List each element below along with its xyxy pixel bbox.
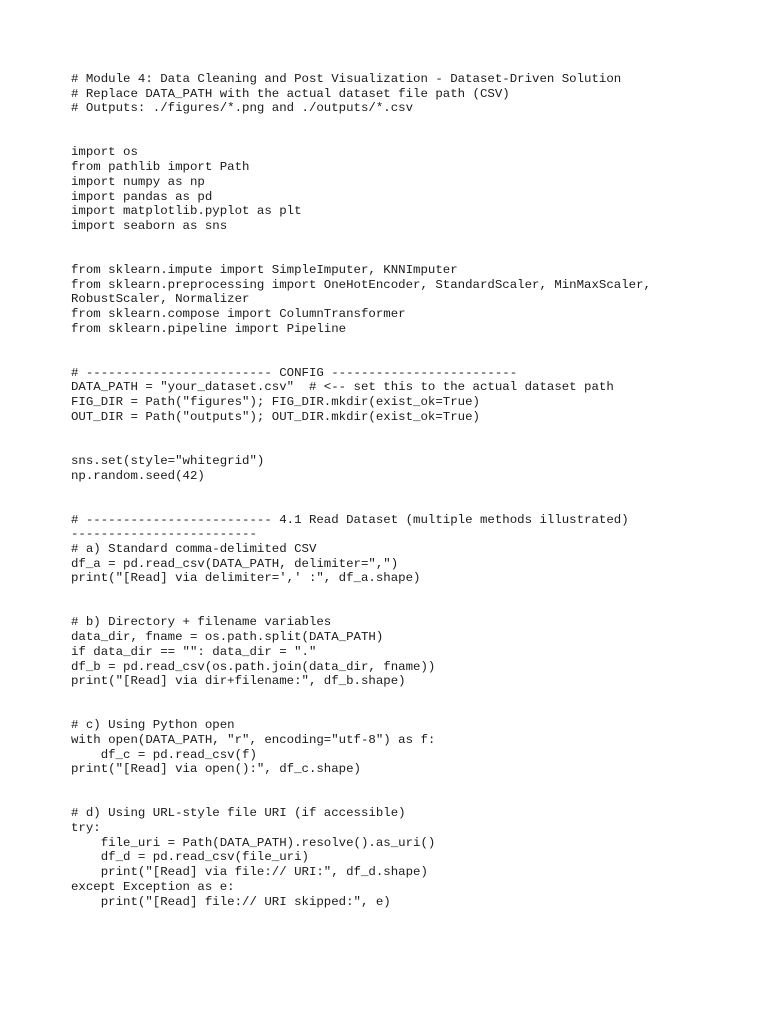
code-line: # Replace DATA_PATH with the actual dataset file path (CSV) [71,86,510,101]
code-line: df_a = pd.read_csv(DATA_PATH, delimiter=",") [71,556,399,571]
code-line: df_c = pd.read_csv(f) [71,747,257,762]
code-line: print("[Read] via delimiter=',' :", df_a.shape) [71,571,421,586]
code-line: import matplotlib.pyplot as plt [71,204,302,219]
code-line: # ------------------------- 4.1 Read Dataset (multiple methods illustrated) [71,512,629,527]
code-line: FIG_DIR = Path("figures"); FIG_DIR.mkdir(exist_ok=True) [71,395,480,410]
code-line [71,704,761,719]
code-line: df_b = pd.read_csv(os.path.join(data_dir, fname)) [71,659,436,674]
code-line: sns.set(style="whitegrid") [71,453,265,468]
code-line: from pathlib import Path [71,160,250,175]
code-listing [71,72,761,909]
code-line: import seaborn as sns [71,218,228,233]
code-line [71,234,761,249]
code-line: # ------------------------- CONFIG ------------------------- [71,365,518,380]
code-line: if data_dir == "": data_dir = "." [71,644,317,659]
code-line [71,116,761,131]
code-line: with open(DATA_PATH, "r", encoding="utf-8") as f: [71,732,436,747]
code-line: print("[Read] via file:// URI:", df_d.shape) [71,865,428,880]
code-line [71,351,761,366]
code-line: from sklearn.impute import SimpleImputer, KNNImputer [71,262,458,277]
code-line: ------------------------- [71,527,257,542]
code-line [71,131,761,146]
code-line: # b) Directory + filename variables [71,615,332,630]
code-line [71,248,761,263]
code-line: # d) Using URL-style file URI (if accessible) [71,806,406,821]
code-line [71,483,761,498]
code-line [71,689,761,704]
code-line [71,586,761,601]
code-line [71,601,761,616]
code-line: print("[Read] file:// URI skipped:", e) [71,894,391,909]
code-line: # Outputs: ./figures/*.png and ./outputs/*.csv [71,101,414,116]
code-line: df_d = pd.read_csv(file_uri) [71,850,309,865]
code-line [71,439,761,454]
code-line: from sklearn.pipeline import Pipeline [71,321,347,336]
code-line: OUT_DIR = Path("outputs"); OUT_DIR.mkdir(exist_ok=True) [71,409,480,424]
code-line [71,425,761,440]
code-line: import numpy as np [71,174,205,189]
code-line: try: [71,821,101,836]
code-line [71,336,761,351]
code-line [71,777,761,792]
code-line: print("[Read] via dir+filename:", df_b.shape) [71,674,406,689]
code-line: # c) Using Python open [71,718,235,733]
code-line: import pandas as pd [71,189,213,204]
code-line: from sklearn.preprocessing import OneHotEncoder, StandardScaler, MinMaxScaler, [71,277,651,292]
code-line: # Module 4: Data Cleaning and Post Visualization - Dataset-Driven Solution [71,72,622,86]
code-line: print("[Read] via open():", df_c.shape) [71,762,361,777]
code-line: import os [71,145,138,160]
code-line: file_uri = Path(DATA_PATH).resolve().as_uri() [71,835,436,850]
code-line: # a) Standard comma-delimited CSV [71,542,317,556]
code-line: data_dir, fname = os.path.split(DATA_PATH) [71,630,384,645]
code-line: DATA_PATH = "your_dataset.csv" # <-- set this to the actual dataset path [71,380,614,395]
code-line: except Exception as e: [71,879,235,894]
code-line [71,792,761,807]
code-line: RobustScaler, Normalizer [71,292,250,307]
code-line [71,498,761,513]
code-line: np.random.seed(42) [71,468,205,483]
code-line: from sklearn.compose import ColumnTransformer [71,307,406,321]
